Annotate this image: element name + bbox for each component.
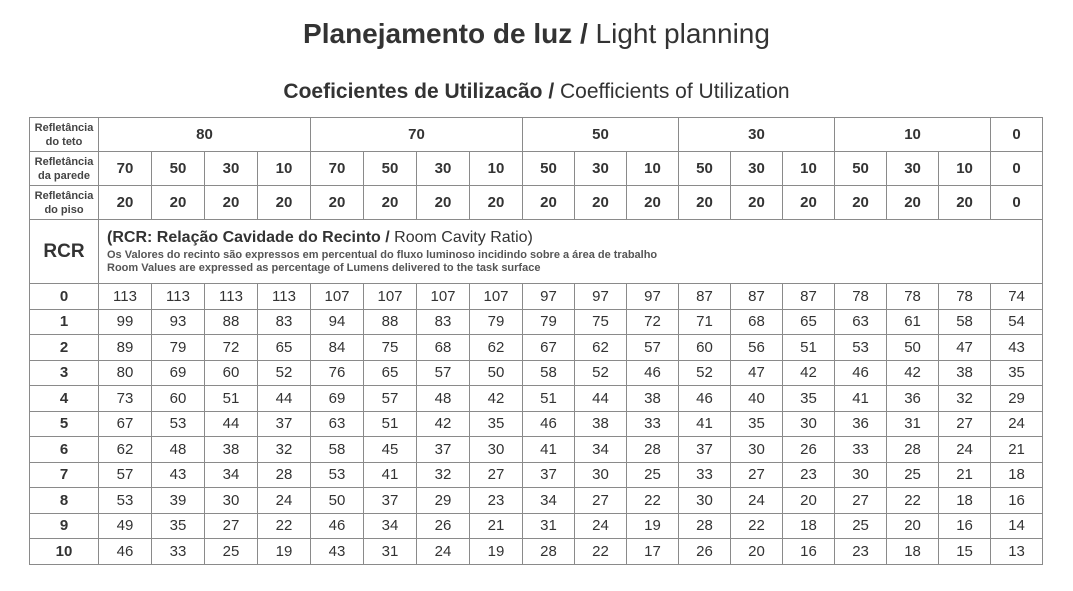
floor-reflectance-value: 20 — [887, 186, 939, 220]
coefficient-cell: 78 — [887, 284, 939, 310]
rcr-value: 8 — [30, 488, 99, 514]
coefficient-cell: 44 — [258, 386, 311, 412]
coefficient-cell: 46 — [679, 386, 731, 412]
subtitle-portuguese: Coeficientes de Utilizacão / — [283, 80, 555, 103]
coefficient-cell: 51 — [523, 386, 575, 412]
coefficient-cell: 60 — [152, 386, 205, 412]
rcr-value: 3 — [30, 360, 99, 386]
coefficient-cell: 69 — [311, 386, 364, 412]
coefficient-cell: 16 — [991, 488, 1043, 514]
coefficient-cell: 38 — [939, 360, 991, 386]
coefficient-cell: 28 — [887, 437, 939, 463]
rcr-value: 1 — [30, 309, 99, 335]
floor-reflectance-value: 20 — [575, 186, 627, 220]
floor-reflectance-value: 20 — [152, 186, 205, 220]
coefficient-cell: 94 — [311, 309, 364, 335]
coefficient-cell: 65 — [783, 309, 835, 335]
coefficient-cell: 88 — [205, 309, 258, 335]
coefficient-cell: 30 — [731, 437, 783, 463]
floor-reflectance-value: 20 — [205, 186, 258, 220]
coefficient-cell: 20 — [731, 539, 783, 565]
coefficient-cell: 42 — [470, 386, 523, 412]
coefficient-cell: 52 — [258, 360, 311, 386]
coefficient-cell: 44 — [205, 411, 258, 437]
coefficient-cell: 48 — [152, 437, 205, 463]
coefficient-cell: 16 — [783, 539, 835, 565]
wall-reflectance-value: 30 — [731, 152, 783, 186]
wall-reflectance-value: 30 — [887, 152, 939, 186]
coefficient-cell: 53 — [835, 335, 887, 361]
coefficient-cell: 27 — [470, 462, 523, 488]
coefficient-cell: 57 — [99, 462, 152, 488]
coefficient-cell: 60 — [205, 360, 258, 386]
rcr-note-english: Room Values are expressed as percentage of Lumens delivered to the task surface — [107, 262, 541, 275]
coefficient-cell: 41 — [679, 411, 731, 437]
coefficient-cell: 27 — [205, 513, 258, 539]
coefficient-cell: 113 — [205, 284, 258, 310]
coefficient-cell: 26 — [679, 539, 731, 565]
wall-reflectance-value: 50 — [679, 152, 731, 186]
coefficient-cell: 20 — [783, 488, 835, 514]
coefficient-cell: 43 — [311, 539, 364, 565]
coefficient-cell: 45 — [364, 437, 417, 463]
coefficient-cell: 67 — [99, 411, 152, 437]
coefficient-cell: 22 — [731, 513, 783, 539]
wall-reflectance-value: 10 — [783, 152, 835, 186]
coefficient-cell: 53 — [99, 488, 152, 514]
coefficient-cell: 88 — [364, 309, 417, 335]
floor-reflectance-value: 20 — [627, 186, 679, 220]
coefficient-cell: 44 — [575, 386, 627, 412]
coefficient-cell: 97 — [575, 284, 627, 310]
coefficient-cell: 23 — [835, 539, 887, 565]
floor-label-line1: Refletância — [34, 189, 94, 202]
coefficient-cell: 46 — [311, 513, 364, 539]
page-subtitle — [0, 78, 1073, 106]
coefficient-cell: 68 — [731, 309, 783, 335]
coefficient-cell: 50 — [470, 360, 523, 386]
wall-label-line1: Refletância — [34, 155, 94, 168]
coefficient-cell: 57 — [417, 360, 470, 386]
coefficient-cell: 32 — [417, 462, 470, 488]
coefficient-cell: 41 — [523, 437, 575, 463]
ceiling-reflectance-value: 10 — [835, 118, 991, 152]
coefficient-cell: 34 — [205, 462, 258, 488]
coefficient-cell: 54 — [991, 309, 1043, 335]
coefficient-cell: 58 — [523, 360, 575, 386]
coefficient-cell: 15 — [939, 539, 991, 565]
wall-reflectance-value: 10 — [627, 152, 679, 186]
coefficient-cell: 21 — [939, 462, 991, 488]
coefficient-cell: 37 — [258, 411, 311, 437]
wall-reflectance-value: 10 — [470, 152, 523, 186]
coefficient-cell: 18 — [887, 539, 939, 565]
coefficient-cell: 37 — [364, 488, 417, 514]
coefficient-cell: 17 — [627, 539, 679, 565]
coefficient-cell: 31 — [364, 539, 417, 565]
coefficient-cell: 113 — [258, 284, 311, 310]
coefficients-table — [29, 117, 1043, 565]
coefficient-cell: 52 — [575, 360, 627, 386]
coefficient-cell: 22 — [887, 488, 939, 514]
coefficient-cell: 30 — [470, 437, 523, 463]
coefficient-cell: 23 — [470, 488, 523, 514]
wall-label-line2: da parede — [38, 169, 90, 182]
rcr-header-row — [30, 220, 1043, 284]
wall-reflectance-value: 50 — [152, 152, 205, 186]
table-row — [30, 309, 1043, 335]
coefficient-cell: 42 — [417, 411, 470, 437]
coefficient-cell: 107 — [417, 284, 470, 310]
floor-reflectance-value: 20 — [731, 186, 783, 220]
coefficient-cell: 42 — [783, 360, 835, 386]
ceiling-reflectance-value: 70 — [311, 118, 523, 152]
coefficient-cell: 79 — [470, 309, 523, 335]
coefficient-cell: 65 — [258, 335, 311, 361]
coefficient-cell: 34 — [575, 437, 627, 463]
coefficient-cell: 27 — [939, 411, 991, 437]
coefficient-cell: 20 — [887, 513, 939, 539]
wall-reflectance-value: 30 — [417, 152, 470, 186]
coefficient-cell: 32 — [939, 386, 991, 412]
coefficient-cell: 80 — [99, 360, 152, 386]
coefficient-cell: 25 — [627, 462, 679, 488]
coefficient-cell: 28 — [679, 513, 731, 539]
rcr-title — [107, 228, 1042, 247]
floor-reflectance-value: 0 — [991, 186, 1043, 220]
coefficient-cell: 19 — [627, 513, 679, 539]
coefficient-cell: 58 — [939, 309, 991, 335]
coefficient-cell: 30 — [575, 462, 627, 488]
rcr-value: 7 — [30, 462, 99, 488]
ceiling-reflectance-value: 0 — [991, 118, 1043, 152]
floor-reflectance-value: 20 — [939, 186, 991, 220]
coefficient-cell: 22 — [575, 539, 627, 565]
coefficient-cell: 50 — [887, 335, 939, 361]
rcr-title-portuguese: (RCR: Relação Cavidade do Recinto / — [107, 228, 390, 246]
coefficient-cell: 33 — [627, 411, 679, 437]
coefficient-cell: 24 — [939, 437, 991, 463]
rcr-note-portuguese: Os Valores do recinto são expressos em percentual do fluxo luminoso incidindo sobre a área de trabalho — [107, 248, 658, 261]
table-row — [30, 411, 1043, 437]
coefficient-cell: 46 — [523, 411, 575, 437]
coefficient-cell: 30 — [783, 411, 835, 437]
title-portuguese: Planejamento de luz / — [303, 18, 588, 49]
subtitle-english: Coefficients of Utilization — [554, 80, 790, 103]
table-row — [30, 539, 1043, 565]
coefficient-cell: 35 — [152, 513, 205, 539]
coefficient-cell: 33 — [152, 539, 205, 565]
coefficient-cell: 22 — [627, 488, 679, 514]
rcr-value: 2 — [30, 335, 99, 361]
coefficient-cell: 38 — [575, 411, 627, 437]
coefficient-cell: 57 — [627, 335, 679, 361]
table-row — [30, 284, 1043, 310]
coefficient-cell: 19 — [258, 539, 311, 565]
coefficient-cell: 13 — [991, 539, 1043, 565]
rcr-value: 9 — [30, 513, 99, 539]
coefficient-cell: 37 — [679, 437, 731, 463]
coefficient-cell: 28 — [258, 462, 311, 488]
table-row — [30, 360, 1043, 386]
coefficient-cell: 24 — [417, 539, 470, 565]
coefficient-cell: 75 — [575, 309, 627, 335]
coefficient-cell: 75 — [364, 335, 417, 361]
floor-reflectance-value: 20 — [679, 186, 731, 220]
coefficient-cell: 97 — [627, 284, 679, 310]
coefficient-cell: 78 — [939, 284, 991, 310]
floor-reflectance-value: 20 — [470, 186, 523, 220]
coefficient-cell: 99 — [99, 309, 152, 335]
rcr-label: RCR — [30, 220, 99, 284]
rcr-description — [99, 220, 1043, 284]
ceiling-label-line1: Refletância — [34, 121, 94, 134]
coefficient-cell: 35 — [783, 386, 835, 412]
coefficient-cell: 87 — [731, 284, 783, 310]
coefficient-cell: 107 — [470, 284, 523, 310]
coefficient-cell: 37 — [523, 462, 575, 488]
wall-reflectance-value: 10 — [939, 152, 991, 186]
coefficient-cell: 22 — [258, 513, 311, 539]
coefficient-cell: 28 — [627, 437, 679, 463]
table-row — [30, 386, 1043, 412]
coefficient-cell: 57 — [364, 386, 417, 412]
table-row — [30, 335, 1043, 361]
coefficient-cell: 30 — [205, 488, 258, 514]
coefficient-cell: 83 — [417, 309, 470, 335]
coefficient-cell: 43 — [991, 335, 1043, 361]
coefficient-cell: 56 — [731, 335, 783, 361]
wall-reflectance-value: 50 — [364, 152, 417, 186]
coefficient-cell: 79 — [523, 309, 575, 335]
table-row — [30, 462, 1043, 488]
coefficient-cell: 14 — [991, 513, 1043, 539]
coefficient-cell: 27 — [731, 462, 783, 488]
rcr-value: 6 — [30, 437, 99, 463]
wall-reflectance-value: 10 — [258, 152, 311, 186]
coefficient-cell: 47 — [731, 360, 783, 386]
coefficient-cell: 18 — [783, 513, 835, 539]
coefficient-cell: 26 — [417, 513, 470, 539]
coefficient-cell: 113 — [99, 284, 152, 310]
coefficient-cell: 25 — [205, 539, 258, 565]
coefficient-cell: 62 — [470, 335, 523, 361]
ceiling-label-line2: do teto — [45, 135, 83, 148]
floor-reflectance-label — [30, 186, 99, 220]
coefficient-cell: 73 — [99, 386, 152, 412]
coefficient-cell: 24 — [258, 488, 311, 514]
coefficient-cell: 38 — [205, 437, 258, 463]
ceiling-reflectance-label — [30, 118, 99, 152]
floor-reflectance-value: 20 — [835, 186, 887, 220]
wall-reflectance-label — [30, 152, 99, 186]
coefficient-cell: 18 — [991, 462, 1043, 488]
coefficient-cell: 89 — [99, 335, 152, 361]
coefficient-cell: 36 — [835, 411, 887, 437]
floor-reflectance-value: 20 — [258, 186, 311, 220]
coefficient-cell: 35 — [731, 411, 783, 437]
coefficient-cell: 28 — [523, 539, 575, 565]
coefficient-cell: 21 — [991, 437, 1043, 463]
coefficient-cell: 27 — [575, 488, 627, 514]
coefficient-cell: 29 — [991, 386, 1043, 412]
coefficient-cell: 24 — [731, 488, 783, 514]
coefficient-cell: 107 — [311, 284, 364, 310]
table-row — [30, 437, 1043, 463]
floor-reflectance-value: 20 — [417, 186, 470, 220]
coefficient-cell: 83 — [258, 309, 311, 335]
rcr-value: 5 — [30, 411, 99, 437]
coefficient-cell: 33 — [679, 462, 731, 488]
wall-reflectance-value: 0 — [991, 152, 1043, 186]
floor-reflectance-value: 20 — [364, 186, 417, 220]
coefficient-cell: 51 — [205, 386, 258, 412]
coefficient-cell: 23 — [783, 462, 835, 488]
coefficient-cell: 30 — [835, 462, 887, 488]
coefficient-cell: 18 — [939, 488, 991, 514]
page-title — [0, 16, 1073, 52]
coefficient-cell: 93 — [152, 309, 205, 335]
ceiling-reflectance-row — [30, 118, 1043, 152]
coefficient-cell: 74 — [991, 284, 1043, 310]
wall-reflectance-value: 50 — [523, 152, 575, 186]
coefficient-cell: 71 — [679, 309, 731, 335]
rcr-value: 4 — [30, 386, 99, 412]
coefficient-cell: 46 — [627, 360, 679, 386]
ceiling-reflectance-value: 80 — [99, 118, 311, 152]
rcr-value: 10 — [30, 539, 99, 565]
wall-reflectance-value: 70 — [311, 152, 364, 186]
coefficient-cell: 68 — [417, 335, 470, 361]
coefficient-cell: 84 — [311, 335, 364, 361]
coefficient-cell: 107 — [364, 284, 417, 310]
coefficient-cell: 24 — [991, 411, 1043, 437]
coefficient-cell: 79 — [152, 335, 205, 361]
coefficient-cell: 32 — [258, 437, 311, 463]
coefficient-cell: 61 — [887, 309, 939, 335]
coefficient-cell: 69 — [152, 360, 205, 386]
coefficient-cell: 43 — [152, 462, 205, 488]
coefficient-cell: 53 — [311, 462, 364, 488]
coefficient-cell: 48 — [417, 386, 470, 412]
floor-reflectance-value: 20 — [523, 186, 575, 220]
coefficient-cell: 113 — [152, 284, 205, 310]
coefficient-cell: 31 — [523, 513, 575, 539]
coefficient-cell: 27 — [835, 488, 887, 514]
wall-reflectance-value: 30 — [575, 152, 627, 186]
coefficient-cell: 16 — [939, 513, 991, 539]
coefficient-cell: 62 — [99, 437, 152, 463]
floor-reflectance-row — [30, 186, 1043, 220]
coefficient-cell: 78 — [835, 284, 887, 310]
coefficient-cell: 40 — [731, 386, 783, 412]
coefficient-cell: 35 — [991, 360, 1043, 386]
coefficient-cell: 63 — [311, 411, 364, 437]
coefficient-cell: 72 — [627, 309, 679, 335]
coefficient-cell: 49 — [99, 513, 152, 539]
ceiling-reflectance-value: 30 — [679, 118, 835, 152]
coefficient-cell: 29 — [417, 488, 470, 514]
coefficient-cell: 36 — [887, 386, 939, 412]
coefficient-cell: 46 — [835, 360, 887, 386]
coefficient-cell: 52 — [679, 360, 731, 386]
floor-label-line2: do piso — [44, 203, 84, 216]
coefficient-cell: 33 — [835, 437, 887, 463]
coefficient-cell: 97 — [523, 284, 575, 310]
coefficient-cell: 37 — [417, 437, 470, 463]
table-row — [30, 513, 1043, 539]
coefficient-cell: 25 — [835, 513, 887, 539]
coefficient-cell: 60 — [679, 335, 731, 361]
wall-reflectance-value: 50 — [835, 152, 887, 186]
coefficient-cell: 62 — [575, 335, 627, 361]
coefficient-cell: 46 — [99, 539, 152, 565]
coefficient-cell: 47 — [939, 335, 991, 361]
coefficient-cell: 39 — [152, 488, 205, 514]
coefficient-cell: 19 — [470, 539, 523, 565]
coefficient-cell: 31 — [887, 411, 939, 437]
coefficient-cell: 34 — [364, 513, 417, 539]
rcr-value: 0 — [30, 284, 99, 310]
coefficient-cell: 50 — [311, 488, 364, 514]
coefficient-cell: 30 — [679, 488, 731, 514]
coefficient-cell: 24 — [575, 513, 627, 539]
coefficient-cell: 35 — [470, 411, 523, 437]
coefficient-cell: 58 — [311, 437, 364, 463]
wall-reflectance-value: 30 — [205, 152, 258, 186]
coefficient-cell: 63 — [835, 309, 887, 335]
coefficient-cell: 67 — [523, 335, 575, 361]
rcr-title-english: Room Cavity Ratio) — [389, 228, 533, 246]
coefficient-cell: 34 — [523, 488, 575, 514]
ceiling-reflectance-value: 50 — [523, 118, 679, 152]
coefficient-cell: 41 — [364, 462, 417, 488]
coefficient-cell: 21 — [470, 513, 523, 539]
floor-reflectance-value: 20 — [311, 186, 364, 220]
coefficient-cell: 25 — [887, 462, 939, 488]
coefficient-cell: 41 — [835, 386, 887, 412]
coefficient-cell: 26 — [783, 437, 835, 463]
wall-reflectance-row — [30, 152, 1043, 186]
floor-reflectance-value: 20 — [783, 186, 835, 220]
title-english: Light planning — [587, 18, 770, 49]
table-row — [30, 488, 1043, 514]
coefficient-cell: 38 — [627, 386, 679, 412]
floor-reflectance-value: 20 — [99, 186, 152, 220]
coefficient-cell: 51 — [364, 411, 417, 437]
coefficient-cell: 65 — [364, 360, 417, 386]
wall-reflectance-value: 70 — [99, 152, 152, 186]
coefficient-cell: 53 — [152, 411, 205, 437]
coefficient-cell: 76 — [311, 360, 364, 386]
coefficient-cell: 72 — [205, 335, 258, 361]
coefficient-cell: 87 — [783, 284, 835, 310]
coefficient-cell: 42 — [887, 360, 939, 386]
coefficient-cell: 51 — [783, 335, 835, 361]
coefficient-cell: 87 — [679, 284, 731, 310]
